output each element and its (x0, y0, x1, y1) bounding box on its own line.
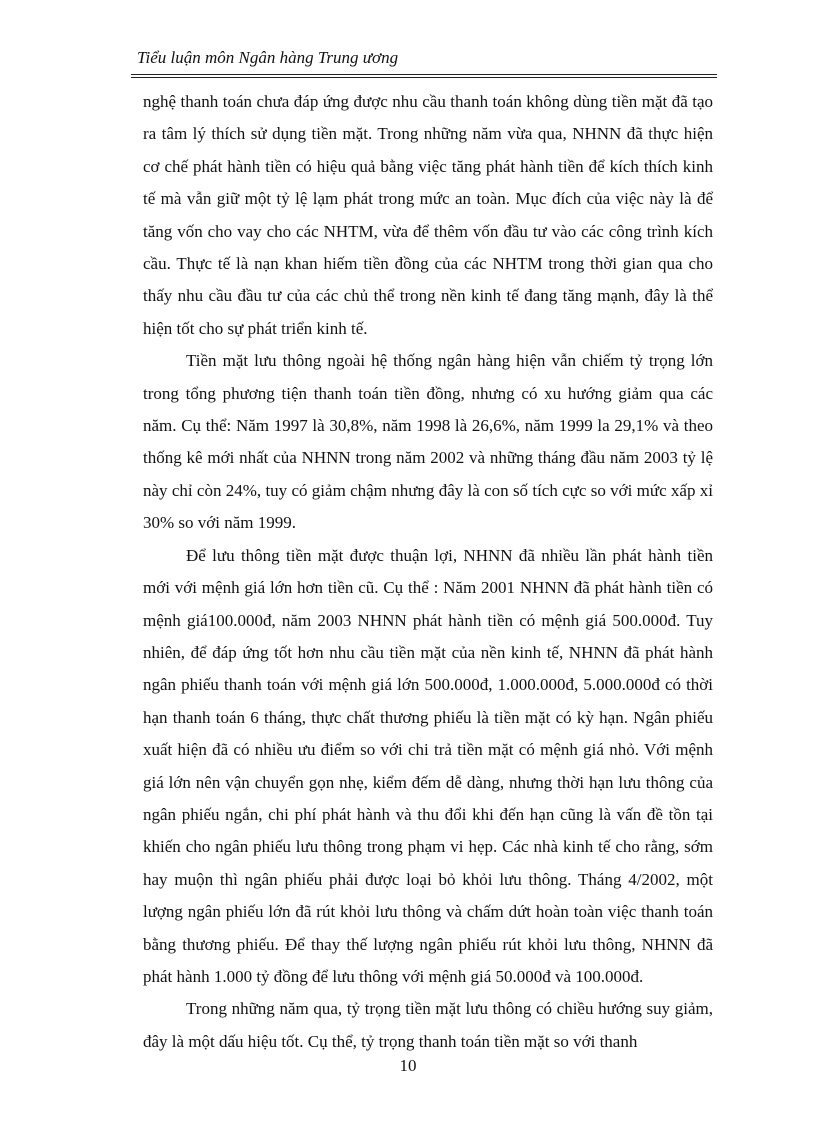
page-number: 10 (399, 1056, 417, 1075)
page-header-title: Tiểu luận môn Ngân hàng Trung ương (137, 48, 399, 67)
paragraph-3: Để lưu thông tiền mặt được thuận lợi, NHNN đã nhiều lần phát hành tiền mới với mệnh giá lớn hơn tiền cũ. Cụ thể : Năm 2001 NHNN đã phát hành tiền có mệnh giá100.000đ, năm 2003 NHNN phát hành tiền có mệnh giá 500.000đ. Tuy nhiên, để đáp ứng tốt hơn nhu cầu tiền mặt của nền kinh tế, NHNN đã phát hành ngân phiếu thanh toán với mệnh giá lớn 500.000đ, 1.000.000đ, 5.000.000đ có thời hạn thanh toán 6 tháng, thực chất thương phiếu là tiền mặt có kỳ hạn. Ngân phiếu xuất hiện đã có nhiều ưu điểm so với chi trả tiền mặt có mệnh giá nhỏ. Với mệnh giá lớn nên vận chuyển gọn nhẹ, kiểm đếm dễ dàng, nhưng thời hạn lưu thông của ngân phiếu ngắn, chi phí phát hành và thu đổi khi đến hạn cũng là vấn đề tồn tại khiến cho ngân phiếu lưu thông trong phạm vi hẹp. Các nhà kinh tế cho rằng, sớm hay muộn thì ngân phiếu phải được loại bỏ khỏi lưu thông. Tháng 4/2002, một lượng ngân phiếu lớn đã rút khỏi lưu thông và chấm dứt hoàn toàn việc thanh toán bằng thương phiếu. Để thay thế lượng ngân phiếu rút khỏi lưu thông, NHNN đã phát hành 1.000 tỷ đồng để lưu thông với mệnh giá 50.000đ và 100.000đ. (143, 545, 713, 986)
paragraph-4: Trong những năm qua, tỷ trọng tiền mặt lưu thông có chiều hướng suy giảm, đây là một dấu hiệu tốt. Cụ thể, tỷ trọng thanh toán tiền mặt so với thanh (143, 999, 713, 1051)
header-rule (131, 74, 717, 75)
paragraph-1: nghệ thanh toán chưa đáp ứng được nhu cầu thanh toán không dùng tiền mặt đã tạo ra tâm lý thích sử dụng tiền mặt. Trong những năm vừa qua, NHNN đã thực hiện cơ chế phát hành tiền có hiệu quả bằng việc tăng phát hành tiền để kích thích kinh tế mà vẫn giữ một tỷ lệ lạm phát trong mức an toàn. Mục đích của việc này là để tăng vốn cho vay cho các NHTM, vừa để thêm vốn đầu tư vào các công trình kích cầu. Thực tế là nạn khan hiếm tiền đồng của các NHTM trong thời gian qua cho thấy nhu cầu đầu tư của các chủ thể trong nền kinh tế đang tăng mạnh, đây là thể hiện tốt cho sự phát triển kinh tế. (143, 92, 713, 338)
paragraph-2: Tiền mặt lưu thông ngoài hệ thống ngân hàng hiện vẫn chiếm tỷ trọng lớn trong tổng phương tiện thanh toán tiền đồng, nhưng có xu hướng giảm qua các năm. Cụ thể: Năm 1997 là 30,8%, năm 1998 là 26,6%, năm 1999 la 29,1% và theo thống kê mới nhất của NHNN trong năm 2002 và những tháng đầu năm 2003 tỷ lệ này chỉ còn 24%, tuy có giảm chậm nhưng đây là con số tích cực so với mức xấp xỉ 30% so với năm 1999. (143, 351, 713, 533)
body-text (143, 86, 713, 1058)
header-rule-thin (131, 77, 717, 78)
